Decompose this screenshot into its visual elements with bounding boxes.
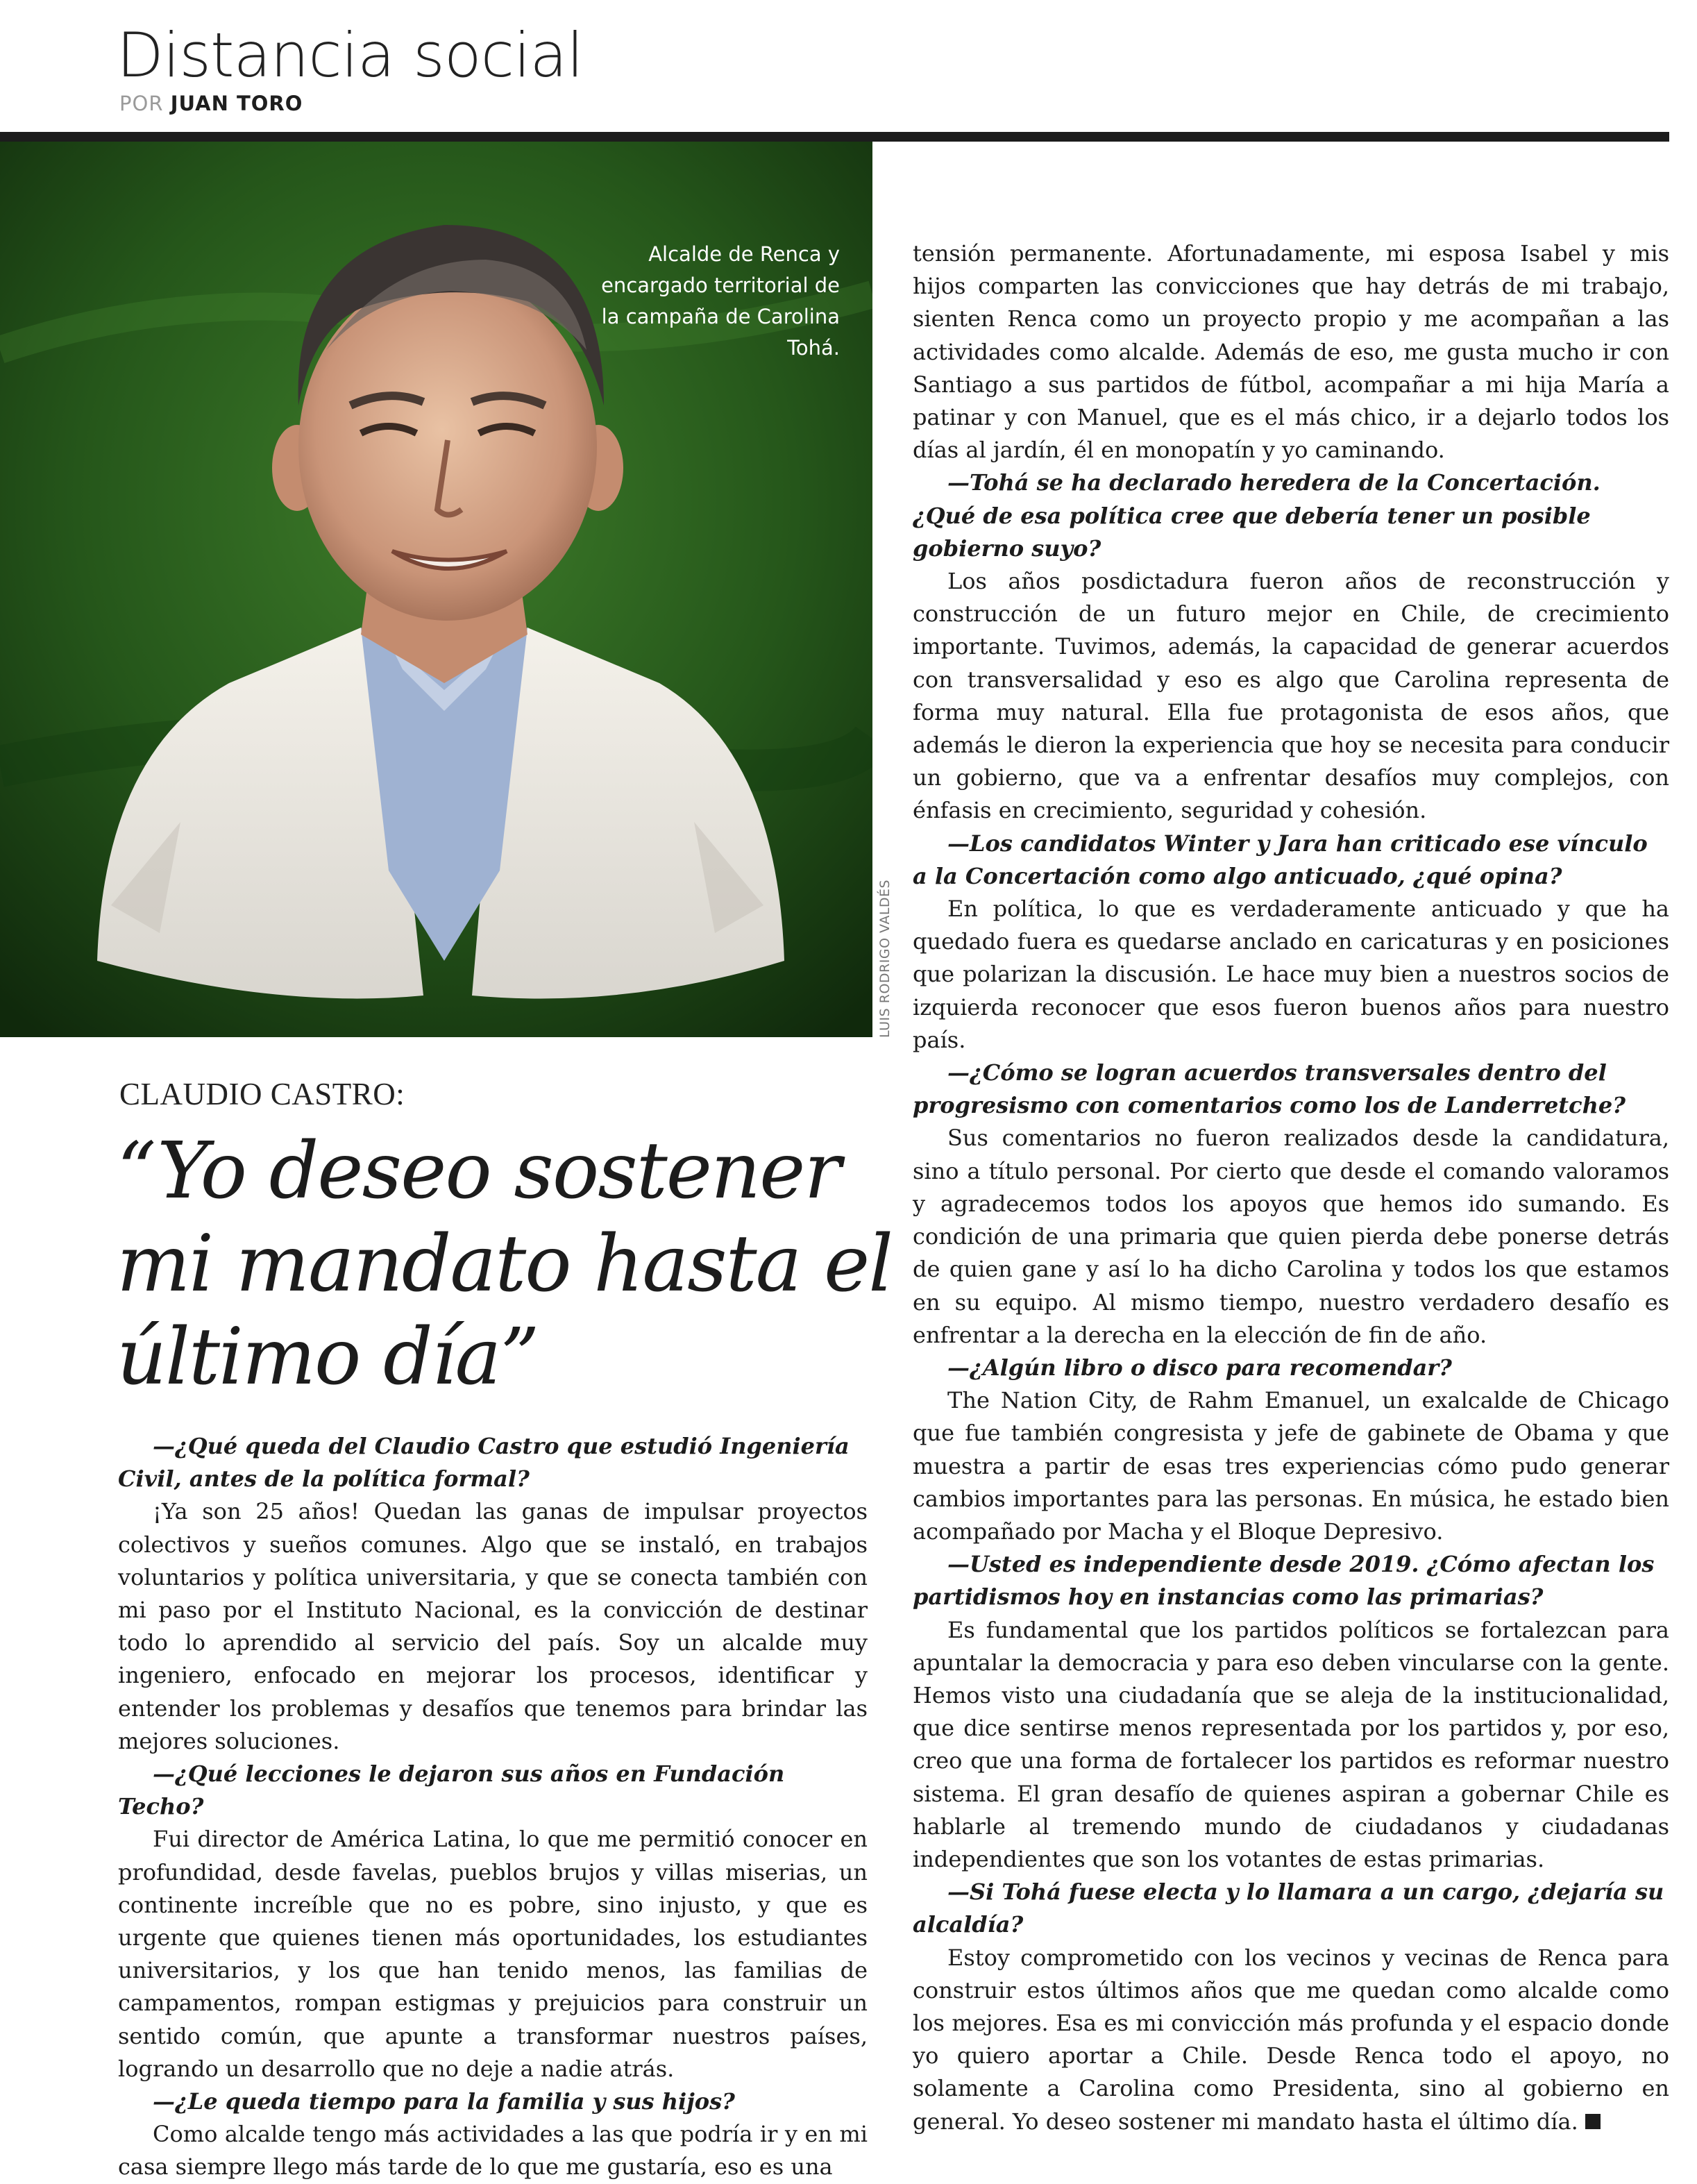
article-headline: “Yo deseo sostener mi mandato hasta el último día” <box>117 1126 893 1402</box>
byline-prefix: POR <box>119 92 164 115</box>
interview-answer-final <box>913 1942 1669 2138</box>
interview-question: —¿Algún libro o disco para recomendar? <box>947 1354 1452 1381</box>
article-column-left <box>118 1430 868 2184</box>
interview-answer: En política, lo que es verdaderamente anticuado y que ha quedado fuera es quedarse anclado en caricaturas y en posiciones que polarizan la discusión. Le hace muy bien a nuestros socios de izquierda reconocer que esos fueron buenos años para nuestro país. <box>913 896 1669 1053</box>
interview-answer: ¡Ya son 25 años! Quedan las ganas de impulsar proyectos colectivos y sueños comunes. Algo que se instaló, en trabajos voluntarios y política universitaria, y que se conecta también con mi paso por el Instituto Nacional, es la convicción de destinar todo lo aprendido al servicio del país. Soy un alcalde muy ingeniero, enfocado en mejorar los procesos, identificar y entender los problemas y desafíos que tenemos para brindar las mejores soluciones. <box>118 1498 868 1754</box>
end-of-article-mark <box>1585 2114 1601 2129</box>
interview-question: —Tohá se ha declarado heredera de la Concertación. ¿Qué de esa política cree que debería tener un posible gobierno suyo? <box>913 469 1601 562</box>
article-kicker: CLAUDIO CASTRO: <box>119 1077 405 1111</box>
section-title: Distancia social <box>117 19 583 91</box>
interview-question: —Si Tohá fuese electa y lo llamara a un cargo, ¿dejaría su alcaldía? <box>913 1879 1664 1938</box>
interview-answer-continued: tensión permanente. Afortunadamente, mi esposa Isabel y mis hijos comparten las convicciones que hay detrás de mi trabajo, sienten Renca como un proyecto propio y me acompañan a las actividades como alcalde. Además de eso, me gusta mucho ir con Santiago a sus partidos de fútbol, acompañar a mi hija María a patinar y con Manuel, que es el más chico, ir a dejarlo todos los días al jardín, él en monopatín y yo caminando. <box>913 240 1669 464</box>
interview-answer: Es fundamental que los partidos políticos se fortalezcan para apuntalar la democracia y para eso deben vincularse con la gente. Hemos visto una ciudadanía que se aleja de la institucionalidad, que dice sentirse menos representada por los partidos y, por eso, creo que una forma de fortalecer los partidos es reformar nuestro sistema. El gran desafío de quienes aspiran a gobernar Chile es hablarle al tremendo mundo de ciudadanos y ciudadanas independientes que son los votantes de estas primarias. <box>913 1616 1669 1872</box>
interview-answer: Los años posdictadura fueron años de reconstrucción y construcción de un futuro mejor en Chile, de crecimiento importante. Tuvimos, además, la capacidad de generar acuerdos con transversalidad y eso es algo que Carolina representa de forma muy natural. Ella fue protagonista de esos años, que además le dieron la experiencia que hoy se necesita para conducir un gobierno, que va a enfrentar desafíos muy complejos, con énfasis en crecimiento, seguridad y cohesión. <box>913 568 1669 824</box>
interview-answer: Sus comentarios no fueron realizados desde la candidatura, sino a título personal. Por cierto que desde el comando valoramos y agradecemos todos los apoyos que hemos ido sumando. Es condición de una primaria que quien pierda debe ponerse detrás de quien gane y así lo ha dicho Carolina y todos los que estamos en su equipo. Al mismo tiempo, nuestro verdadero desafío es enfrentar a la derecha en la elección de fin de año. <box>913 1125 1669 1348</box>
interview-question: —¿Qué queda del Claudio Castro que estudió Ingeniería Civil, antes de la política formal? <box>118 1433 850 1493</box>
final-answer-text: Estoy comprometido con los vecinos y vecinas de Renca para construir estos últimos años que me quedan como alcalde como los mejores. Esa es mi convicción más profunda y el espacio donde yo quiero aportar a Chile. Desde Renca todo el apoyo, no solamente a Carolina como Presidenta, sino al gobierno en general. Yo deseo sostener mi mandato hasta el último día. <box>913 1944 1669 2135</box>
interview-answer: The Nation City, de Rahm Emanuel, un exalcalde de Chicago que fue también congresista y jefe de gabinete de Obama y que muestra a partir de esas tres experiencias cómo pudo generar cambios importantes para las personas. En música, he estado bien acompañado por Macha y el Bloque Depresivo. <box>913 1387 1669 1545</box>
interview-question: —Usted es independiente desde 2019. ¿Cómo afectan los partidismos hoy en instancias como las primarias? <box>913 1551 1655 1611</box>
top-rule <box>0 132 1669 142</box>
byline <box>119 92 303 115</box>
article-column-right <box>913 237 1669 2138</box>
interview-question: —Los candidatos Winter y Jara han criticado ese vínculo a la Concertación como algo anticuado, ¿qué opina? <box>913 830 1648 889</box>
photo-credit: LUIS RODRIGO VALDÉS <box>877 879 893 1038</box>
interview-answer: Como alcalde tengo más actividades a las que podría ir y en mi casa siempre llego más tarde de lo que me gustaría, eso es una <box>118 2121 868 2181</box>
photo-caption: Alcalde de Renca y encargado territorial de la campaña de Carolina Tohá. <box>601 242 840 360</box>
interview-answer: Fui director de América Latina, lo que me permitió conocer en profundidad, desde favelas, pueblos brujos y villas miserias, un continente increíble que no es pobre, sino injusto, y que es urgente que quienes tienen más oportunidades, los estudiantes universitarios, y los que han tenido menos, las familias de campamentos, rompan estigmas y prejuicios para construir un sentido común, que apunte a transformar nuestros países, logrando un desarrollo que no deje a nadie atrás. <box>118 1826 868 2082</box>
interview-question: —¿Qué lecciones le dejaron sus años en Fundación Techo? <box>118 1761 785 1820</box>
interview-question: —¿Cómo se logran acuerdos transversales dentro del progresismo con comentarios como los de Landerretche? <box>913 1059 1626 1119</box>
interview-question: —¿Le queda tiempo para la familia y sus hijos? <box>153 2088 735 2115</box>
author-name: JUAN TORO <box>170 92 303 115</box>
